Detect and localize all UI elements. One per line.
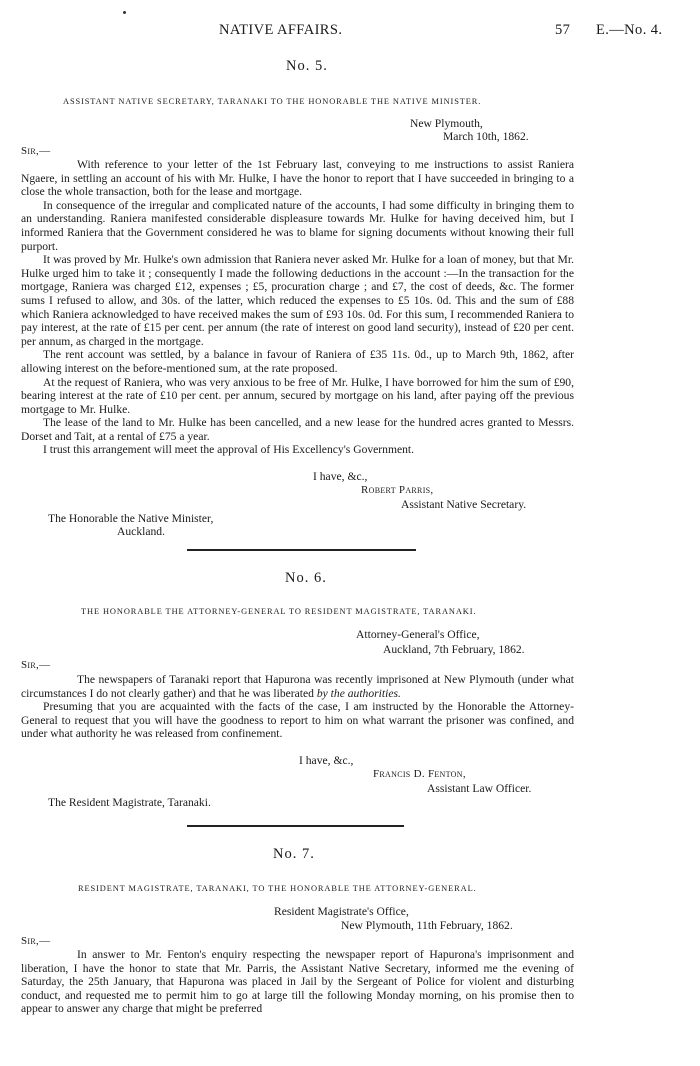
letter-6-date: Auckland, 7th February, 1862. bbox=[383, 643, 525, 656]
letter-5-signature: Robert Parris, bbox=[361, 484, 434, 496]
letter-5-paragraph: With reference to your letter of the 1st February last, conveying to me instructions to assist Raniera Ngaere, in settling an account of his with Mr. Hulke, I have the honor to report that I have succeeded in bringing to a close the whole transaction, both for the lease and mortgage. bbox=[21, 158, 574, 199]
letter-5-closing: I have, &c., bbox=[313, 470, 368, 483]
running-header-title: NATIVE AFFAIRS. bbox=[219, 22, 343, 38]
letter-6-number: No. 6. bbox=[285, 570, 327, 586]
letter-7-office: Resident Magistrate's Office, bbox=[274, 905, 409, 918]
letter-5-heading: ASSISTANT NATIVE SECRETARY, TARANAKI TO THE HONORABLE THE NATIVE MINISTER. bbox=[63, 97, 482, 106]
letter-6-italic-phrase: by the authorities. bbox=[316, 686, 401, 700]
document-reference: E.—No. 4. bbox=[596, 22, 663, 38]
letter-5-place: New Plymouth, bbox=[410, 117, 483, 130]
letter-5-number: No. 5. bbox=[286, 58, 328, 74]
letter-7-body bbox=[21, 948, 574, 1016]
section-divider bbox=[187, 825, 404, 827]
letter-5-addressee: The Honorable the Native Minister, bbox=[48, 512, 214, 525]
letter-7-salutation: Sir,— bbox=[21, 935, 51, 947]
letter-7-paragraph: In answer to Mr. Fenton's enquiry respecting the newspaper report of Hapurona's imprisonment and liberation, I have the honor to state that Mr. Parris, the Assistant Native Secretary, informed me the evening of Saturday, the 25th January, that Hapurona was placed in Jail by the Sergeant of Police for violent and disturbing conduct, and requested me to permit him to go at large till the following Monday morning, on his promise then to appear to answer any charge that might be preferred bbox=[21, 948, 574, 1016]
letter-6-office: Attorney-General's Office, bbox=[356, 628, 480, 641]
section-divider bbox=[187, 549, 416, 551]
letter-6-addressee: The Resident Magistrate, Taranaki. bbox=[48, 796, 211, 809]
letter-5-signer-title: Assistant Native Secretary. bbox=[401, 498, 527, 511]
letter-6-signer-title: Assistant Law Officer. bbox=[427, 782, 532, 795]
letter-6-paragraph: Presuming that you are acquainted with the facts of the case, I am instructed by the Honorable the Attorney-General to request that you will have the goodness to report to him on what warrant the prisoner was confined, and under what authority he was released from confinement. bbox=[21, 700, 574, 741]
letter-6-signature: Francis D. Fenton, bbox=[373, 768, 466, 780]
letter-6-paragraph bbox=[21, 673, 574, 700]
letter-5-salutation: Sir,— bbox=[21, 145, 51, 157]
letter-6-heading: THE HONORABLE THE ATTORNEY-GENERAL TO RESIDENT MAGISTRATE, TARANAKI. bbox=[81, 607, 477, 616]
letter-6-closing: I have, &c., bbox=[299, 754, 354, 767]
letter-7-date: New Plymouth, 11th February, 1862. bbox=[341, 919, 513, 932]
letter-5-paragraph: The rent account was settled, by a balance in favour of Raniera of £35 11s. 0d., up to March 9th, 1862, after allowing interest on the before-mentioned sum, at the rate proposed. bbox=[21, 348, 574, 375]
letter-5-date: March 10th, 1862. bbox=[443, 130, 529, 143]
letter-6-body bbox=[21, 673, 574, 741]
printer-mark bbox=[123, 11, 126, 14]
letter-5-paragraph: It was proved by Mr. Hulke's own admission that Raniera never asked Mr. Hulke for a loan of money, but that Mr. Hulke urged him to take it ; consequently I made the following deductions in the account :—In the transaction for the mortgage, Raniera was charged £12, expenses ; £5, procuration charge ; and £7, the cost of deeds, &c. The former sums I refused to allow, and 30s. of the latter, which reduced the expenses to £5 10s. 0d. This and the sum of £88 which Raniera acknowledged to have received makes the sum of £93 10s. 0d. For this sum, I recommended Raniera to pay interest, at the rate of £15 per cent. per annum (the rate of interest on good land security), instead of £20 per cent. per annum, as charged in the mortgage. bbox=[21, 253, 574, 348]
letter-5-paragraph: At the request of Raniera, who was very anxious to be free of Mr. Hulke, I have borrowed for him the sum of £90, bearing interest at the rate of £10 per cent. per annum, secured by mortgage on his land, after paying off the previous mortgage to Mr. Hulke. bbox=[21, 375, 574, 416]
letter-6-salutation: Sir,— bbox=[21, 659, 51, 671]
letter-5-addressee-place: Auckland. bbox=[117, 525, 165, 538]
letter-5-paragraph: The lease of the land to Mr. Hulke has been cancelled, and a new lease for the hundred acres granted to Messrs. Dorset and Tait, at a rental of £75 a year. bbox=[21, 416, 574, 443]
letter-5-body bbox=[21, 158, 574, 457]
letter-6-paragraph-text: The newspapers of Taranaki report that Hapurona was recently imprisoned at New Plymouth (under what circumstances I do not clearly gather) and that he was liberated bbox=[21, 673, 574, 700]
letter-7-number: No. 7. bbox=[273, 846, 315, 862]
letter-5-paragraph: I trust this arrangement will meet the approval of His Excellency's Government. bbox=[43, 443, 415, 457]
page-number: 57 bbox=[555, 22, 571, 38]
letter-7-heading: RESIDENT MAGISTRATE, TARANAKI, TO THE HONORABLE THE ATTORNEY-GENERAL. bbox=[78, 884, 477, 893]
letter-5-paragraph: In consequence of the irregular and complicated nature of the accounts, I had some difficulty in bringing them to an understanding. Raniera manifested considerable displeasure towards Mr. Hulke for having deceived him, but I informed Raniera that the Government considered he was to blame for signing documents without knowing their full purport. bbox=[21, 198, 574, 253]
